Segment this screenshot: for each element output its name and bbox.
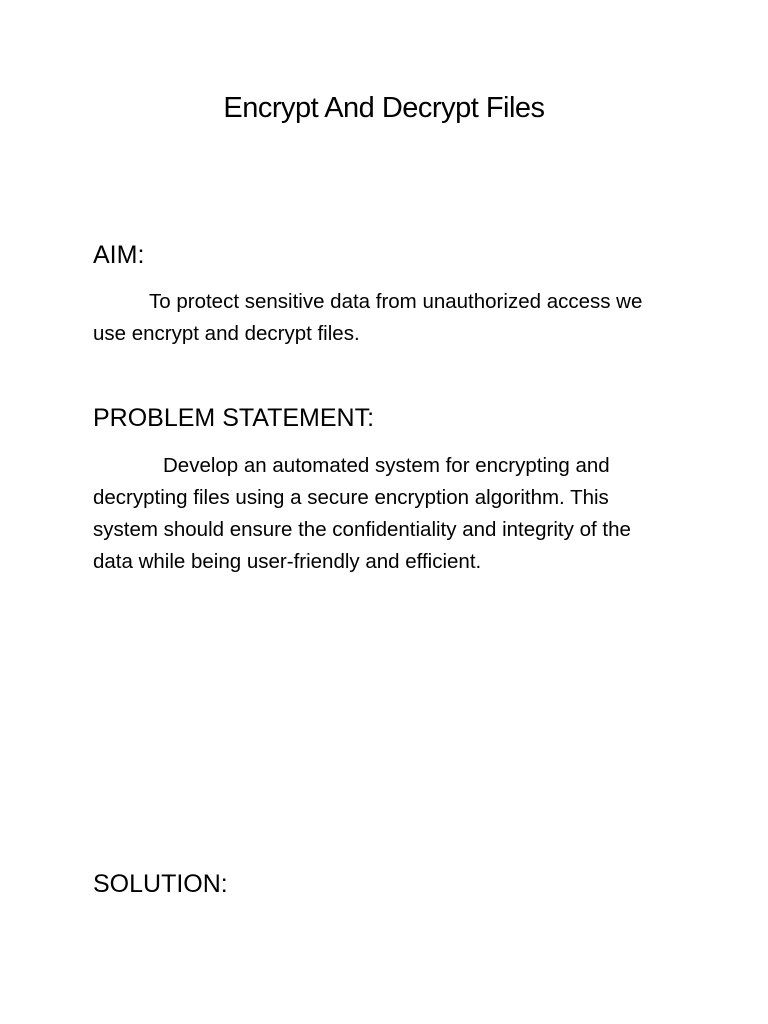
aim-text: To protect sensitive data from unauthorized access we use encrypt and decrypt files.: [93, 290, 643, 345]
document-title: Encrypt And Decrypt Files: [223, 92, 545, 124]
problem-statement-heading: PROBLEM STATEMENT:: [93, 404, 375, 432]
aim-heading: AIM:: [93, 241, 145, 269]
problem-statement-paragraph: [93, 450, 653, 578]
solution-heading: SOLUTION:: [93, 870, 228, 898]
aim-paragraph: [93, 286, 653, 350]
problem-statement-text: Develop an automated system for encrypting and decrypting files using a secure encryption algorithm. This system should ensure the confidentiality and integrity of the data while being user-friendly and efficient.: [93, 454, 631, 573]
